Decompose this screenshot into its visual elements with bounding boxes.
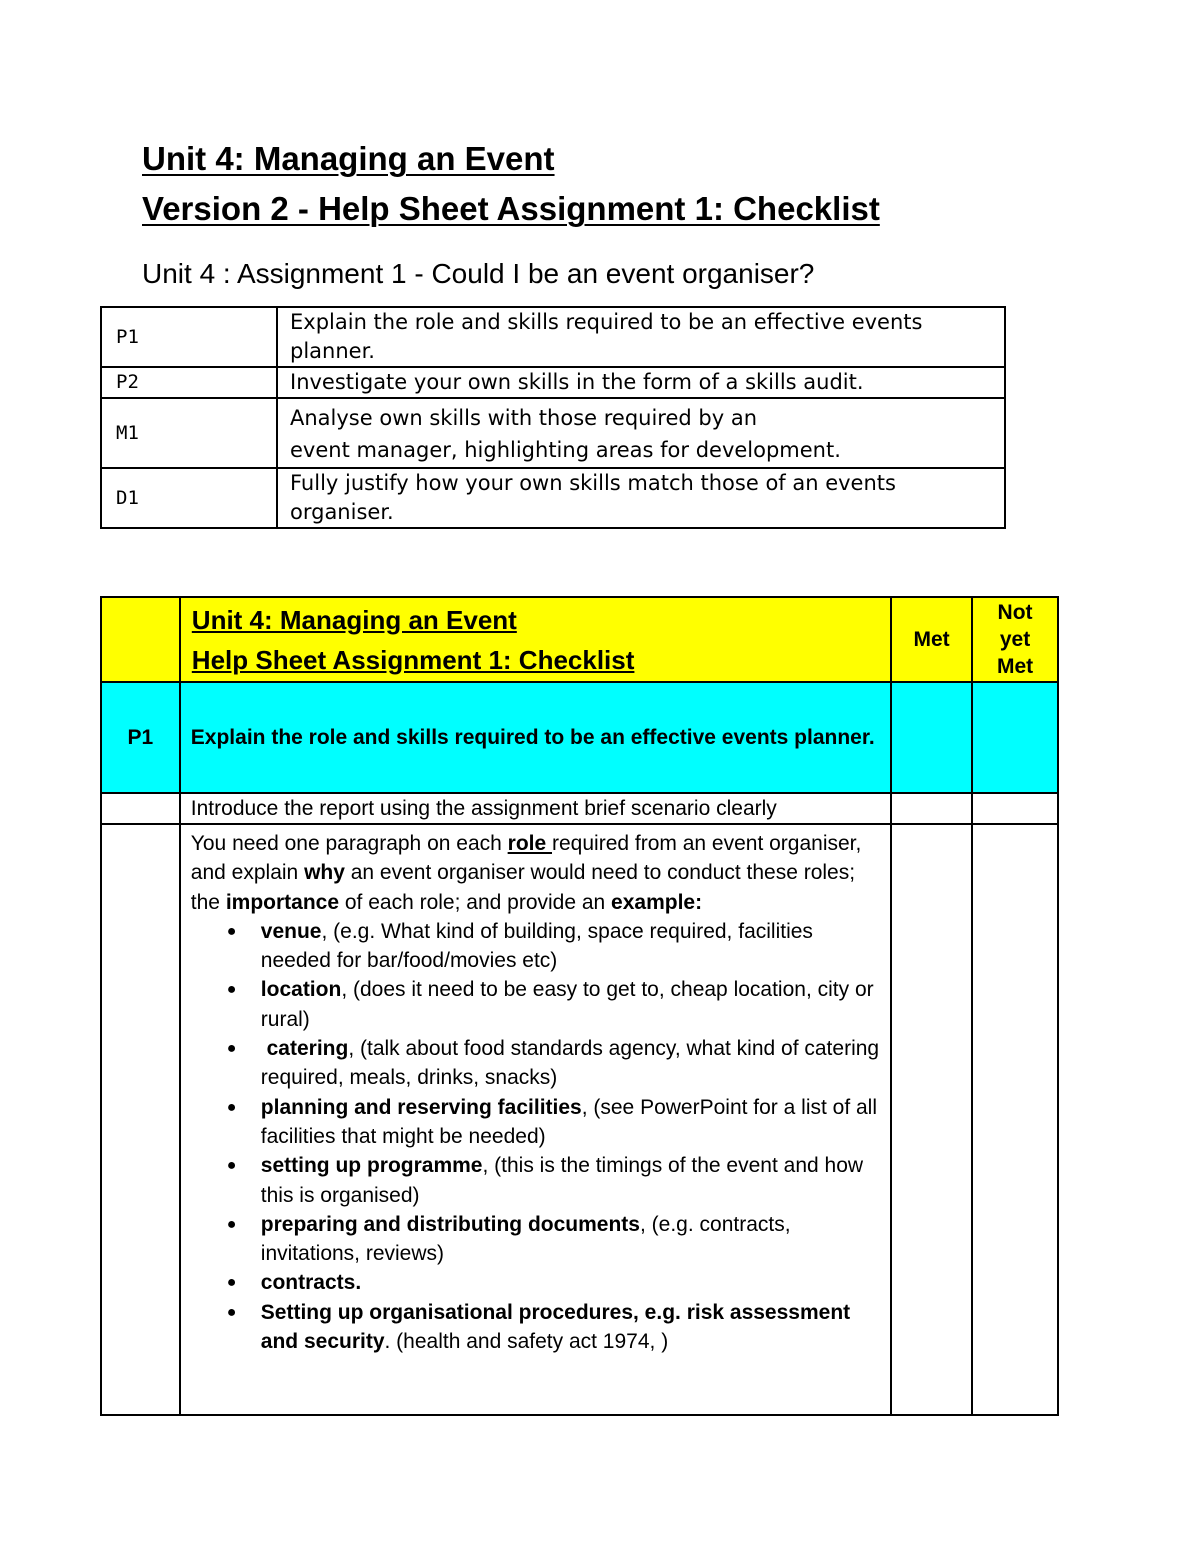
list-item: ● venue, (e.g. What kind of building, space required, facilities needed for bar/food/movies etc) <box>261 917 880 976</box>
checklist-subtitle: Help Sheet Assignment 1: Checklist <box>191 644 635 675</box>
criteria-description <box>277 398 1005 468</box>
bullet-icon: ● <box>226 922 237 940</box>
roles-list <box>191 917 880 1356</box>
roles-intro-paragraph: You need one paragraph on each role required from an event organiser, and explain why an event organiser would need to conduct these roles; the importance of each role; and provide an example: <box>190 832 862 914</box>
bullet-icon: ● <box>226 981 237 999</box>
list-item: ● catering, (talk about food standards agency, what kind of catering required, meals, drinks, snacks) <box>261 1034 880 1093</box>
met-column-header: Met <box>891 597 972 682</box>
criteria-description: Investigate your own skills in the form of a skills audit. <box>277 367 1005 398</box>
criteria-code: P2 <box>101 367 277 398</box>
list-item: ● setting up programme, (this is the timings of the event and how this is organised) <box>261 1151 880 1210</box>
criteria-description: Fully justify how your own skills match those of an events organiser. <box>277 468 1005 528</box>
criteria-description-line: Analyse own skills with those required by an <box>290 406 758 430</box>
not-met-label-line: Not <box>997 601 1033 624</box>
criteria-code: M1 <box>101 398 277 468</box>
bullet-icon: ● <box>226 1303 237 1321</box>
bullet-icon: ● <box>226 1274 237 1292</box>
checklist-title: Unit 4: Managing an Event <box>191 604 517 635</box>
bullet-icon: ● <box>226 1040 237 1058</box>
checklist-title-cell <box>180 597 891 682</box>
not-yet-met-column-header <box>972 597 1058 682</box>
roles-row <box>101 824 1058 1415</box>
page-subtitle-heading: Version 2 - Help Sheet Assignment 1: Checklist <box>142 190 880 227</box>
not-met-label-line: Met <box>996 655 1034 678</box>
criteria-row <box>101 468 1005 528</box>
roles-met-cell[interactable] <box>891 824 972 1415</box>
intro-not-met-cell[interactable] <box>972 793 1058 824</box>
intro-text: Introduce the report using the assignment brief scenario clearly <box>180 793 891 824</box>
page-title: Unit 4: Managing an Event <box>142 140 555 177</box>
p1-met-cell[interactable] <box>891 682 972 793</box>
bullet-icon: ● <box>226 1157 237 1175</box>
checklist-header-row <box>101 597 1058 682</box>
assignment-title: Unit 4 : Assignment 1 - Could I be an event organiser? <box>142 258 815 289</box>
list-item: ● contracts. <box>261 1268 880 1297</box>
criteria-table <box>100 306 1006 529</box>
intro-row <box>101 793 1058 824</box>
not-met-label-line: yet <box>999 628 1031 651</box>
p1-description: Explain the role and skills required to be an effective events planner. <box>180 682 891 793</box>
checklist-table <box>100 596 1059 1416</box>
bullet-icon: ● <box>226 1215 237 1233</box>
roles-guidance <box>180 824 891 1415</box>
criteria-row <box>101 398 1005 468</box>
criteria-code: D1 <box>101 468 277 528</box>
criteria-code: P1 <box>101 307 277 367</box>
bullet-icon: ● <box>226 1098 237 1116</box>
criteria-row <box>101 367 1005 398</box>
intro-met-cell[interactable] <box>891 793 972 824</box>
roles-not-met-cell[interactable] <box>972 824 1058 1415</box>
list-item: ● location, (does it need to be easy to get to, cheap location, city or rural) <box>261 975 880 1034</box>
list-item: ● Setting up organisational procedures, e.g. risk assessment and security. (health and safety act 1974, ) <box>261 1298 880 1357</box>
header-empty-cell <box>101 597 180 682</box>
p1-code: P1 <box>101 682 180 793</box>
intro-empty-cell <box>101 793 180 824</box>
criteria-description: Explain the role and skills required to be an effective events planner. <box>277 307 1005 367</box>
roles-empty-cell <box>101 824 180 1415</box>
criteria-description-line: event manager, highlighting areas for development. <box>290 438 841 462</box>
list-item: ● preparing and distributing documents, (e.g. contracts, invitations, reviews) <box>261 1210 880 1269</box>
list-item: ● planning and reserving facilities, (see PowerPoint for a list of all facilities that might be needed) <box>261 1093 880 1152</box>
p1-criteria-row <box>101 682 1058 793</box>
criteria-row <box>101 307 1005 367</box>
p1-not-met-cell[interactable] <box>972 682 1058 793</box>
